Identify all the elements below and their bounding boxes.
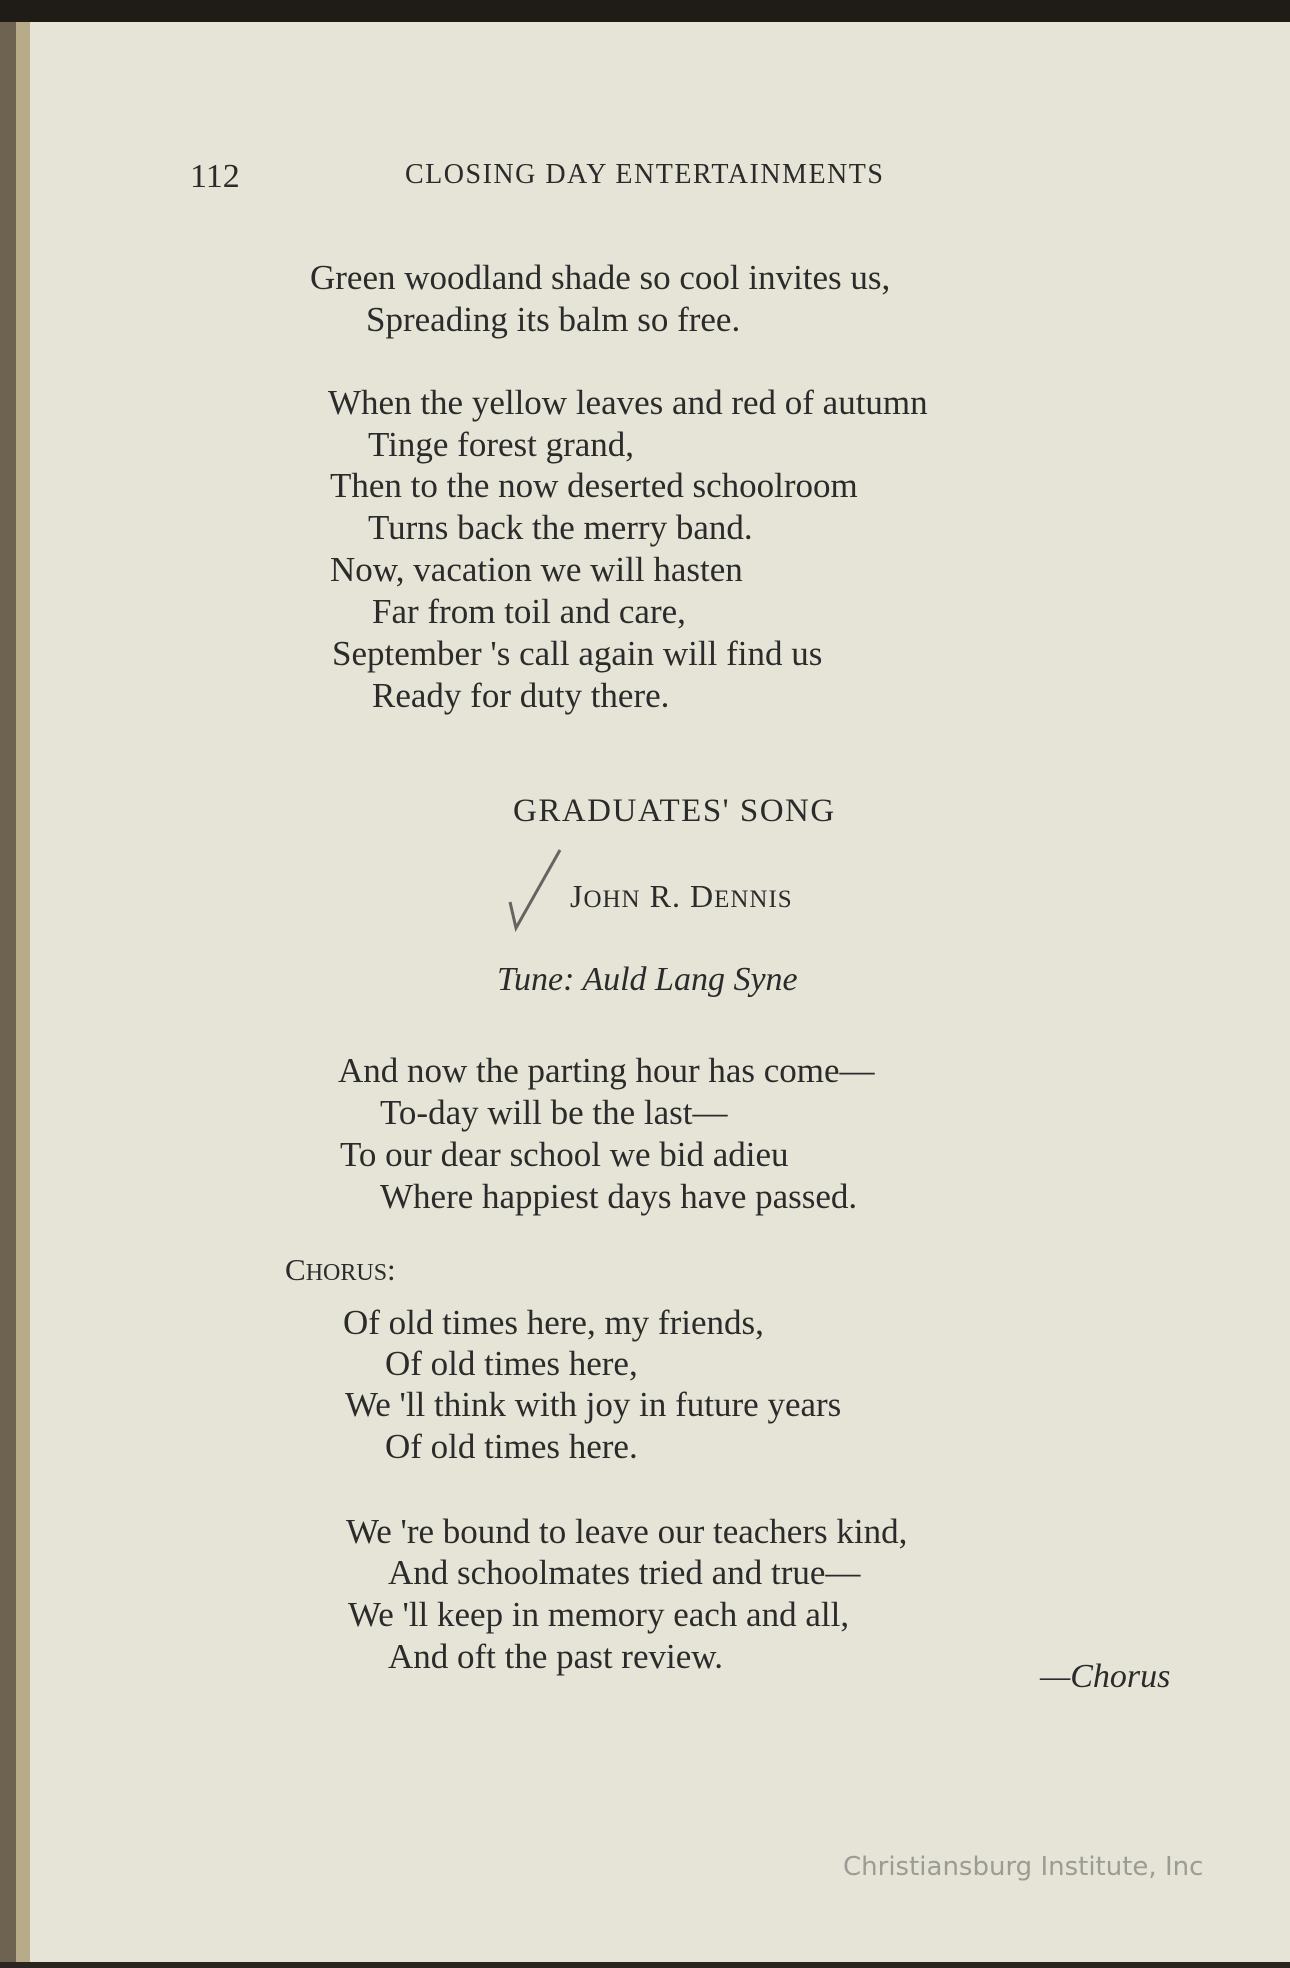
verse-line: Spreading its balm so free.	[366, 300, 741, 339]
verse-line: Then to the now deserted schoolroom	[330, 466, 858, 505]
verse-line: Far from toil and care,	[372, 592, 686, 631]
verse-line: Now, vacation we will hasten	[330, 550, 743, 589]
song-tune: Tune: Auld Lang Syne	[497, 961, 798, 998]
verse-line: To-day will be the last—	[380, 1093, 728, 1132]
verse-line: Where happiest days have passed.	[380, 1177, 858, 1216]
chorus-smallcaps: HORUS	[305, 1260, 388, 1286]
chorus-line: Of old times here, my friends,	[343, 1303, 764, 1342]
author-smallcaps: ENNIS	[714, 886, 793, 913]
verse-line: We 're bound to leave our teachers kind,	[346, 1512, 908, 1551]
scan-top-edge	[0, 0, 1290, 22]
verse-line: And now the parting hour has come—	[338, 1051, 875, 1090]
chorus-line: Of old times here.	[385, 1427, 638, 1466]
verse-line: We 'll keep in memory each and all,	[348, 1595, 850, 1634]
watermark: Christiansburg Institute, Inc	[843, 1852, 1204, 1882]
verse-line: To our dear school we bid adieu	[340, 1135, 789, 1174]
chorus-line: We 'll think with joy in future years	[345, 1385, 842, 1424]
verse-line: Turns back the merry band.	[368, 508, 753, 547]
chorus-initial: C	[285, 1252, 306, 1287]
verse-line: And schoolmates tried and true—	[388, 1553, 861, 1592]
author-initial: J	[570, 878, 584, 914]
song-author	[570, 880, 793, 912]
song-title: GRADUATES' SONG	[513, 793, 836, 829]
page-number: 112	[190, 158, 240, 195]
verse-line: Tinge forest grand,	[368, 425, 635, 464]
chorus-heading	[285, 1254, 396, 1285]
chorus-repeat-marker: —Chorus	[1040, 1658, 1171, 1695]
book-binding	[0, 22, 16, 1962]
chorus-colon: :	[387, 1252, 396, 1287]
verse-line: September 's call again will find us	[332, 634, 823, 673]
pencil-check-mark	[500, 840, 580, 940]
running-title: CLOSING DAY ENTERTAINMENTS	[405, 159, 885, 190]
author-smallcaps: OHN	[583, 886, 641, 913]
author-middle: R. D	[640, 878, 715, 914]
verse-line: When the yellow leaves and red of autumn	[328, 383, 928, 422]
verse-line: And oft the past review.	[388, 1637, 723, 1676]
verse-line: Ready for duty there.	[372, 676, 670, 715]
chorus-line: Of old times here,	[385, 1344, 638, 1383]
verse-line: Green woodland shade so cool invites us,	[310, 258, 891, 297]
